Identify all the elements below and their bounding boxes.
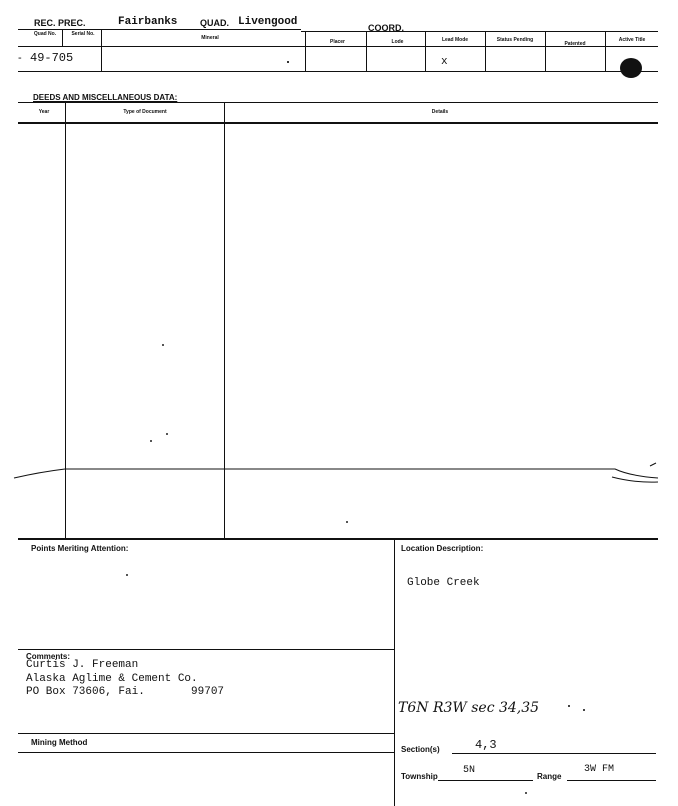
township-label: Township [401,772,438,781]
col-active-title: Active Title [618,37,646,43]
speck [568,705,570,707]
sections-value: 4,3 [475,738,497,752]
points-meriting-attention-label: Points Meriting Attention: [31,544,129,553]
col-mineral: Mineral [201,35,219,41]
col-placer: Placer [329,39,345,45]
handwritten-location-note: T6N R3W sec 34,35 [398,700,540,716]
col-patented: Patented [564,41,586,47]
rec-prec-value: Fairbanks [118,16,178,28]
col-lead-mode: Lead Mode [441,37,469,43]
location-description-value: Globe Creek [407,577,480,589]
speck [162,344,164,346]
location-description-label: Location Description: [401,544,484,553]
township-value: 5N [463,765,476,776]
col-status-pending: Status Pending [496,37,534,43]
rec-prec-label: REC. PREC. [34,18,86,28]
deeds-title: DEEDS AND MISCELLANEOUS DATA: [33,93,178,102]
col-lode: Lode [391,39,404,45]
active-title-punch-mark [620,58,642,78]
col-type-of-document: Type of Document [123,109,167,115]
range-label: Range [537,772,562,781]
range-value: 3W FM [584,764,615,775]
sections-label: Section(s) [401,745,440,754]
speck [525,792,527,794]
col-details: Details [431,109,449,115]
speck [126,574,128,576]
comment-line: Curtis J. Freeman [26,659,139,671]
row-dash: - [18,52,22,64]
col-serial-no: Serial No. [71,31,95,37]
page-fold-line [0,460,678,490]
comment-line: Alaska Aglime & Cement Co. [26,673,198,685]
speck [150,440,152,442]
mining-method-label: Mining Method [31,738,88,747]
comment-line: PO Box 73606, Fai. 99707 [26,686,225,698]
col-quad-no: Quad No. [33,31,57,37]
quad-label: QUAD. [200,18,229,28]
comments-label: Comments: [26,652,71,661]
speck [346,521,348,523]
quad-no-value: 49-705 [30,51,74,65]
quad-value: Livengood [238,16,298,28]
col-year: Year [38,109,50,115]
coord-label: COORD. [368,23,404,33]
speck [287,61,289,63]
speck [583,709,585,711]
lead-mode-mark: x [441,56,448,68]
speck [166,433,168,435]
